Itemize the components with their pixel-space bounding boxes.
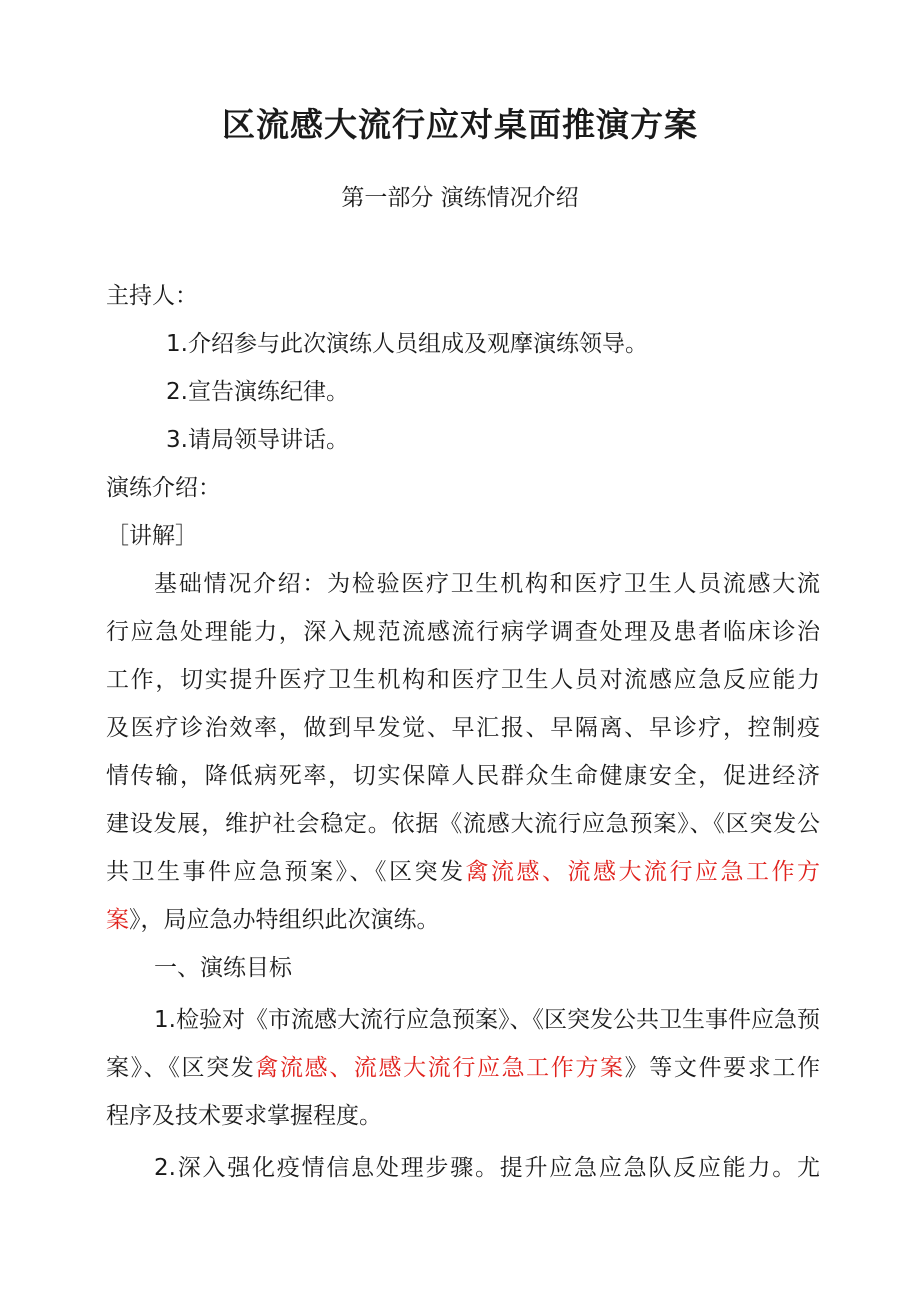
highlighted-text: 禽流感、流感大流行应急工作方 bbox=[465, 859, 820, 885]
host-item-1: 1.介绍参与此次演练人员组成及观摩演练领导。 bbox=[166, 331, 648, 357]
paragraph-line: 基础情况介绍：为检验医疗卫生机构和医疗卫生人员流感大流 bbox=[154, 571, 820, 597]
highlighted-text: 禽流感、流感大流行应急工作方案 bbox=[255, 1055, 625, 1081]
host-item-2: 2.宣告演练纪律。 bbox=[166, 379, 349, 405]
paragraph-line: 行应急处理能力，深入规范流感流行病学调查处理及患者临床诊治 bbox=[106, 619, 820, 645]
host-item-3: 3.请局领导讲话。 bbox=[166, 427, 349, 453]
paragraph-line: 1.检验对《市流感大流行应急预案》、《区突发公共卫生事件应急预 bbox=[154, 1007, 820, 1033]
explain-label: ［讲解］ bbox=[106, 523, 198, 549]
section-part-title: 第一部分 演练情况介绍 bbox=[341, 185, 579, 211]
paragraph-line bbox=[106, 854, 820, 890]
paragraph-text: 》等文件要求工作 bbox=[624, 1055, 821, 1081]
section-heading: 一、演练目标 bbox=[154, 955, 292, 981]
paragraph-text: 共卫生事件应急预案》、《区突发 bbox=[106, 859, 466, 885]
paragraph-text: 案》、《区突发 bbox=[106, 1055, 256, 1081]
intro-label: 演练介绍： bbox=[106, 475, 221, 501]
paragraph-line bbox=[106, 902, 820, 938]
host-label: 主持人： bbox=[106, 283, 198, 309]
paragraph-line: 情传输，降低病死率，切实保障人民群众生命健康安全，促进经济 bbox=[106, 763, 820, 789]
paragraph-line: 程序及技术要求掌握程度。 bbox=[106, 1103, 382, 1129]
paragraph-line bbox=[106, 1050, 820, 1086]
paragraph-line: 工作，切实提升医疗卫生机构和医疗卫生人员对流感应急反应能力 bbox=[106, 667, 820, 693]
paragraph-line: 及医疗诊治效率，做到早发觉、早汇报、早隔离、早诊疗，控制疫 bbox=[106, 715, 820, 741]
document-title: 区流感大流行应对桌面推演方案 bbox=[222, 105, 698, 144]
highlighted-text: 案 bbox=[106, 907, 129, 933]
paragraph-line: 建设发展，维护社会稳定。依据《流感大流行应急预案》、《区突发公 bbox=[106, 811, 820, 837]
paragraph-text: 》，局应急办特组织此次演练。 bbox=[129, 907, 440, 933]
paragraph-line: 2.深入强化疫情信息处理步骤。提升应急应急队反应能力。尤 bbox=[154, 1155, 820, 1181]
